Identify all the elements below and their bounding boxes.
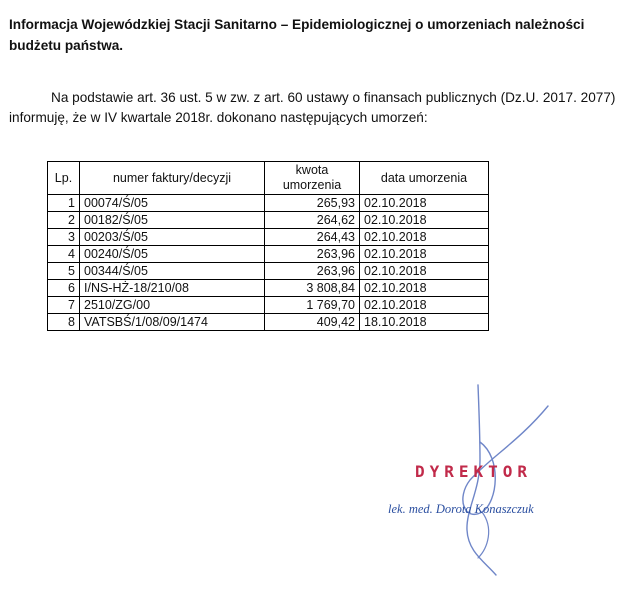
row-date: 02.10.2018 xyxy=(360,263,489,280)
signature-tail xyxy=(478,512,489,558)
row-amount: 263,96 xyxy=(265,246,360,263)
row-amount: 3 808,84 xyxy=(265,280,360,297)
row-date: 02.10.2018 xyxy=(360,246,489,263)
document-heading: Informacja Wojewódzkiej Stacji Sanitarno – Epidemiologicznej o umorzeniach należności budżetu państwa. xyxy=(9,17,585,53)
header-amount xyxy=(265,162,360,195)
write-offs-table xyxy=(47,161,489,331)
row-invoice-number: VATSBŚ/1/08/09/1474 xyxy=(80,314,265,331)
row-invoice-number: 2510/ZG/00 xyxy=(80,297,265,314)
row-invoice-number: 00203/Ś/05 xyxy=(80,229,265,246)
table-row xyxy=(48,297,489,314)
stamp-signatory-name: lek. med. Dorota Konaszczuk xyxy=(388,502,534,516)
handwritten-signature xyxy=(370,380,610,585)
row-amount: 263,96 xyxy=(265,263,360,280)
row-lp: 5 xyxy=(48,263,80,280)
row-amount: 264,43 xyxy=(265,229,360,246)
row-invoice-number: 00344/Ś/05 xyxy=(80,263,265,280)
row-lp: 2 xyxy=(48,212,80,229)
row-lp: 3 xyxy=(48,229,80,246)
signature-loop xyxy=(463,406,548,514)
intro-line-1: Na podstawie art. 36 ust. 5 w zw. z art. 60 ustawy o finansach publicznych (Dz.U. 2017. 2077) xyxy=(51,90,616,105)
stamp-title: DYREKTOR xyxy=(415,462,533,481)
table-row xyxy=(48,212,489,229)
row-lp: 1 xyxy=(48,195,80,212)
table-row xyxy=(48,314,489,331)
table-row xyxy=(48,280,489,297)
row-date: 02.10.2018 xyxy=(360,229,489,246)
row-date: 02.10.2018 xyxy=(360,212,489,229)
row-amount: 409,42 xyxy=(265,314,360,331)
header-lp: Lp. xyxy=(48,162,80,195)
row-date: 02.10.2018 xyxy=(360,195,489,212)
row-amount: 1 769,70 xyxy=(265,297,360,314)
row-invoice-number: 00074/Ś/05 xyxy=(80,195,265,212)
row-lp: 8 xyxy=(48,314,80,331)
row-amount: 265,93 xyxy=(265,195,360,212)
table-row xyxy=(48,263,489,280)
row-lp: 7 xyxy=(48,297,80,314)
table-row xyxy=(48,229,489,246)
row-invoice-number: I/NS-HŻ-18/210/08 xyxy=(80,280,265,297)
row-amount: 264,62 xyxy=(265,212,360,229)
intro-line-2: informuję, że w IV kwartale 2018r. dokonano następujących umorzeń: xyxy=(9,110,428,125)
row-invoice-number: 00240/Ś/05 xyxy=(80,246,265,263)
row-date: 18.10.2018 xyxy=(360,314,489,331)
table-row xyxy=(48,246,489,263)
row-date: 02.10.2018 xyxy=(360,297,489,314)
row-date: 02.10.2018 xyxy=(360,280,489,297)
table-header-row xyxy=(48,162,489,195)
header-invoice-number: numer faktury/decyzji xyxy=(80,162,265,195)
header-amount-line-1: kwota xyxy=(295,163,329,177)
header-date: data umorzenia xyxy=(360,162,489,195)
row-lp: 4 xyxy=(48,246,80,263)
row-invoice-number: 00182/Ś/05 xyxy=(80,212,265,229)
header-amount-line-2: umorzenia xyxy=(282,178,342,192)
row-lp: 6 xyxy=(48,280,80,297)
table-row xyxy=(48,195,489,212)
signature-block xyxy=(370,380,610,585)
intro-paragraph xyxy=(9,88,619,128)
